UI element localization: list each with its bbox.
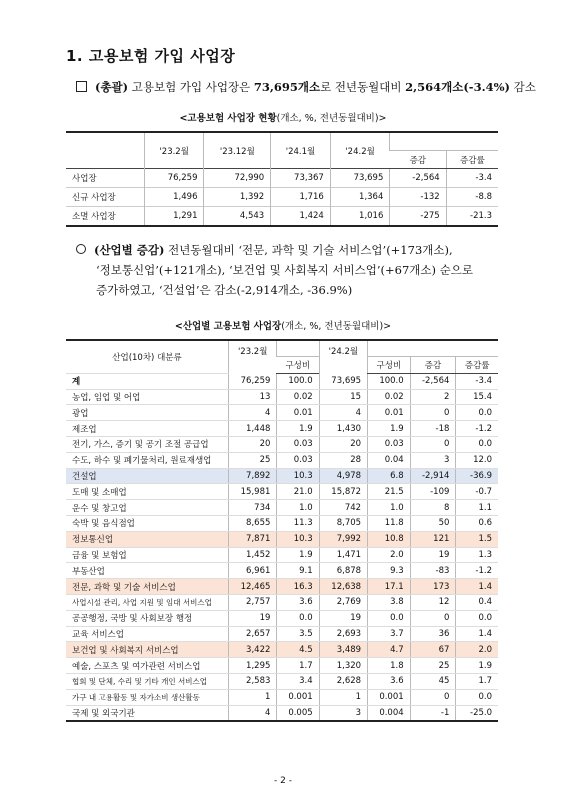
table1-col-header: '23.2월 [144,132,204,169]
cell: -0.7 [456,484,498,500]
cell: 0.02 [277,389,319,405]
cell: -8.8 [446,188,498,207]
cell: -132 [390,188,446,207]
industry-row [66,389,498,405]
cell: 0.0 [368,610,411,626]
cell: 8,705 [319,515,367,531]
industry-row [66,452,498,468]
cell: 0.004 [368,705,411,721]
cell: -36.9 [456,468,498,484]
summary-count: 73,695개소 [253,80,321,94]
cell: 0 [410,610,456,626]
cell: 1.0 [368,500,411,516]
table1-col-header: 증감 [390,151,446,169]
table1-col-header: '23.12월 [204,132,271,169]
cell: 0.0 [277,610,319,626]
industry-row [66,531,498,547]
cell: -83 [410,563,456,579]
cell: 25 [410,658,456,674]
cell: 0.03 [277,436,319,452]
cell: 7,871 [229,531,277,547]
industry-row [66,500,498,516]
cell: 1.9 [368,421,411,437]
cell: 12.0 [456,452,498,468]
change-header: 증감 [410,356,456,373]
workplace-status-table [66,131,498,227]
industry-label: 정보통신업 [66,531,229,547]
cell: -25.0 [456,705,498,721]
cell: 1.4 [456,579,498,595]
cell: 2,757 [229,594,277,610]
cell: 10.8 [368,531,411,547]
cell: 1,364 [330,188,390,207]
page-number: - 2 - [274,776,292,786]
cell: 1,016 [330,207,390,227]
cell: 11.3 [277,515,319,531]
cell: 9.1 [277,563,319,579]
cell: 7,992 [319,531,367,547]
summary-text-post: 감소 [513,80,536,94]
cell: 15.4 [456,389,498,405]
cell: 4 [319,405,367,421]
cell: 17.1 [368,579,411,595]
table1-row [66,169,498,188]
prev-month-header: '23.2월 [229,340,277,373]
industry-label: 교육 서비스업 [66,626,229,642]
row-label: 사업장 [72,174,97,184]
cell: 1.4 [456,626,498,642]
table1-col-header: 증감률 [446,151,498,169]
industry-label: 전기, 가스, 증기 및 공기 조절 공급업 [66,436,229,452]
cell: 1.3 [456,547,498,563]
cell: -1.2 [456,563,498,579]
cell: 0.001 [368,689,411,705]
cell: 1,448 [229,421,277,437]
summary-text-mid: 로 전년동월대비 [320,80,402,94]
cell: 67 [410,642,456,658]
cell: 1.9 [277,421,319,437]
cell: 1.9 [456,658,498,674]
industry-line3: 증가하였고, ‘건설업’은 감소(-2,914개소, -36.9%) [96,283,353,297]
cell: 742 [319,500,367,516]
industry-label: 전문, 과학 및 기술 서비스업 [66,579,229,595]
industry-row [66,673,498,689]
industry-label: 광업 [66,405,229,421]
cell: 2,628 [319,673,367,689]
cell: 3,489 [319,642,367,658]
cell: 16.3 [277,579,319,595]
cell: 1.7 [456,673,498,689]
cell: -2,564 [390,169,446,188]
cell: 19 [229,610,277,626]
cell: 73,695 [319,373,367,389]
cell: 11.8 [368,515,411,531]
cell: 19 [319,610,367,626]
rate-header: 증감률 [456,356,498,373]
circle-bullet-icon [76,244,86,254]
cell: 28 [319,452,367,468]
cell: 8 [410,500,456,516]
cell: 73,367 [271,169,331,188]
cell: -21.3 [446,207,498,227]
cell: 50 [410,515,456,531]
industry-row [66,563,498,579]
industry-row [66,642,498,658]
cell: 15 [319,389,367,405]
industry-tag: (산업별 증감) [94,243,165,257]
cell: 15,872 [319,484,367,500]
cell: 2,583 [229,673,277,689]
cell: 1.1 [456,500,498,516]
cell: 1.0 [277,500,319,516]
industry-label: 국제 및 외국기관 [66,705,229,721]
cell: 4.5 [277,642,319,658]
industry-workplace-table [66,339,498,722]
industry-label: 농업, 임업 및 어업 [66,389,229,405]
cell: 1.5 [456,531,498,547]
industry-line2: ‘정보통신업’(+121개소), ‘보건업 및 사회복지 서비스업’(+67개소) 순으로 [96,263,473,277]
cell: -3.4 [456,373,498,389]
cell: 3 [319,705,367,721]
table1-row [66,207,498,227]
summary-tag: (총괄) [95,80,129,94]
cell: 19 [410,547,456,563]
cell: 12,465 [229,579,277,595]
cell: 4 [229,705,277,721]
cell: -1.2 [456,421,498,437]
cell: 0 [410,405,456,421]
cell: 4,978 [319,468,367,484]
cell: 0.01 [368,405,411,421]
cell: 3.5 [277,626,319,642]
cell: 100.0 [277,373,319,389]
cell: 7,892 [229,468,277,484]
cell: 734 [229,500,277,516]
cell: 8,655 [229,515,277,531]
industry-header: 산업(10차) 대분류 [66,340,229,373]
row-label: 소멸 사업장 [72,212,116,222]
summary-change: 2,564개소(-3.4%) [405,80,510,94]
cell: 3.7 [368,626,411,642]
industry-label: 운수 및 창고업 [66,500,229,516]
cell: 1,320 [319,658,367,674]
cell: 1,295 [229,658,277,674]
cell: 0 [410,436,456,452]
cell: -275 [390,207,446,227]
cell: 1 [319,689,367,705]
header-spacer [368,340,498,356]
cell: 1,496 [144,188,204,207]
section-title: 1. 고용보험 가입 사업장 [66,47,236,65]
industry-label: 가구 내 고용활동 및 자가소비 생산활동 [66,689,229,705]
industry-row [66,436,498,452]
cell: -2,564 [410,373,456,389]
cell: 20 [319,436,367,452]
industry-row [66,705,498,721]
industry-row [66,689,498,705]
industry-label: 수도, 하수 및 폐기물처리, 원료재생업 [66,452,229,468]
cell: 1,452 [229,547,277,563]
cell: 1,471 [319,547,367,563]
industry-paragraph [76,240,506,300]
cell: 2 [410,389,456,405]
table2-caption: <산업별 고용보험 사업장(개소, %, 전년동월대비)> [174,321,392,332]
cell: -109 [410,484,456,500]
cell: 2.0 [456,642,498,658]
cell: 0.02 [368,389,411,405]
cell: 0.6 [456,515,498,531]
summary-text-pre: 고용보험 가입 사업장은 [131,80,251,94]
cell: 4 [229,405,277,421]
cell: 4.7 [368,642,411,658]
cell: 0.04 [368,452,411,468]
industry-label: 금융 및 보험업 [66,547,229,563]
cell: 0.005 [277,705,319,721]
cell: 20 [229,436,277,452]
industry-label: 계 [66,373,229,389]
industry-row [66,484,498,500]
table1-corner [66,132,144,169]
summary-paragraph [76,77,536,97]
industry-label: 공공행정, 국방 및 사회보장 행정 [66,610,229,626]
cell: 13 [229,389,277,405]
table1-caption: <고용보험 사업장 현황(개소, %, 전년동월대비)> [179,113,387,124]
cell: 25 [229,452,277,468]
cell: 2.0 [368,547,411,563]
cell: 0.0 [456,405,498,421]
cell: 10.3 [277,468,319,484]
cell: -1 [410,705,456,721]
square-bullet-icon [76,81,87,92]
industry-label: 부동산업 [66,563,229,579]
cell: 173 [410,579,456,595]
cell: 6.8 [368,468,411,484]
cell: -3.4 [446,169,498,188]
curr-month-header: '24.2월 [319,340,367,373]
cell: 1,392 [204,188,271,207]
cell: 1.7 [277,658,319,674]
cell: 15,981 [229,484,277,500]
industry-row [66,421,498,437]
industry-label: 사업시설 관리, 사업 지원 및 임대 서비스업 [66,594,229,610]
cell: -18 [410,421,456,437]
cell: 100.0 [368,373,411,389]
cell: 3.8 [368,594,411,610]
cell: 0.0 [456,436,498,452]
cell: 1.9 [277,547,319,563]
cell: 73,695 [330,169,390,188]
cell: -2,914 [410,468,456,484]
cell: 36 [410,626,456,642]
industry-label: 건설업 [66,468,229,484]
cell: 1,291 [144,207,204,227]
cell: 3,422 [229,642,277,658]
industry-line1: 전년동월대비 ‘전문, 과학 및 기술 서비스업’(+173개소), [168,243,453,257]
cell: 1,430 [319,421,367,437]
table1-col-header: '24.1월 [271,132,331,169]
industry-row [66,594,498,610]
cell: 3 [410,452,456,468]
industry-row [66,610,498,626]
industry-label: 협회 및 단체, 수리 및 기타 개인 서비스업 [66,673,229,689]
cell: 2,769 [319,594,367,610]
cell: 2,657 [229,626,277,642]
table1-row [66,188,498,207]
cell: 21.0 [277,484,319,500]
industry-row [66,468,498,484]
cell: 9.3 [368,563,411,579]
cell: 1,424 [271,207,331,227]
table1-header-spacer [390,132,498,151]
industry-row [66,579,498,595]
row-label: 신규 사업장 [72,193,116,203]
industry-row [66,515,498,531]
header-spacer [277,340,319,356]
industry-row [66,626,498,642]
share-header: 구성비 [368,356,411,373]
total-row [66,373,498,389]
cell: 72,990 [204,169,271,188]
cell: 3.6 [368,673,411,689]
cell: 3.4 [277,673,319,689]
cell: 76,259 [229,373,277,389]
cell: 12 [410,594,456,610]
table1-col-header: '24.2월 [330,132,390,169]
cell: 3.6 [277,594,319,610]
cell: 1,716 [271,188,331,207]
industry-label: 도매 및 소매업 [66,484,229,500]
cell: 0 [410,689,456,705]
cell: 0.4 [456,594,498,610]
industry-label: 제조업 [66,421,229,437]
cell: 6,961 [229,563,277,579]
cell: 10.3 [277,531,319,547]
cell: 121 [410,531,456,547]
cell: 0.0 [456,689,498,705]
industry-label: 보건업 및 사회복지 서비스업 [66,642,229,658]
industry-label: 예술, 스포츠 및 여가관련 서비스업 [66,658,229,674]
cell: 2,693 [319,626,367,642]
cell: 12,638 [319,579,367,595]
cell: 21.5 [368,484,411,500]
industry-row [66,658,498,674]
cell: 0.0 [456,610,498,626]
cell: 0.01 [277,405,319,421]
cell: 45 [410,673,456,689]
cell: 6,878 [319,563,367,579]
industry-label: 숙박 및 음식점업 [66,515,229,531]
industry-row [66,547,498,563]
cell: 1.8 [368,658,411,674]
cell: 76,259 [144,169,204,188]
share-header: 구성비 [277,356,319,373]
cell: 0.03 [368,436,411,452]
cell: 4,543 [204,207,271,227]
cell: 0.03 [277,452,319,468]
industry-row [66,405,498,421]
cell: 1 [229,689,277,705]
cell: 0.001 [277,689,319,705]
